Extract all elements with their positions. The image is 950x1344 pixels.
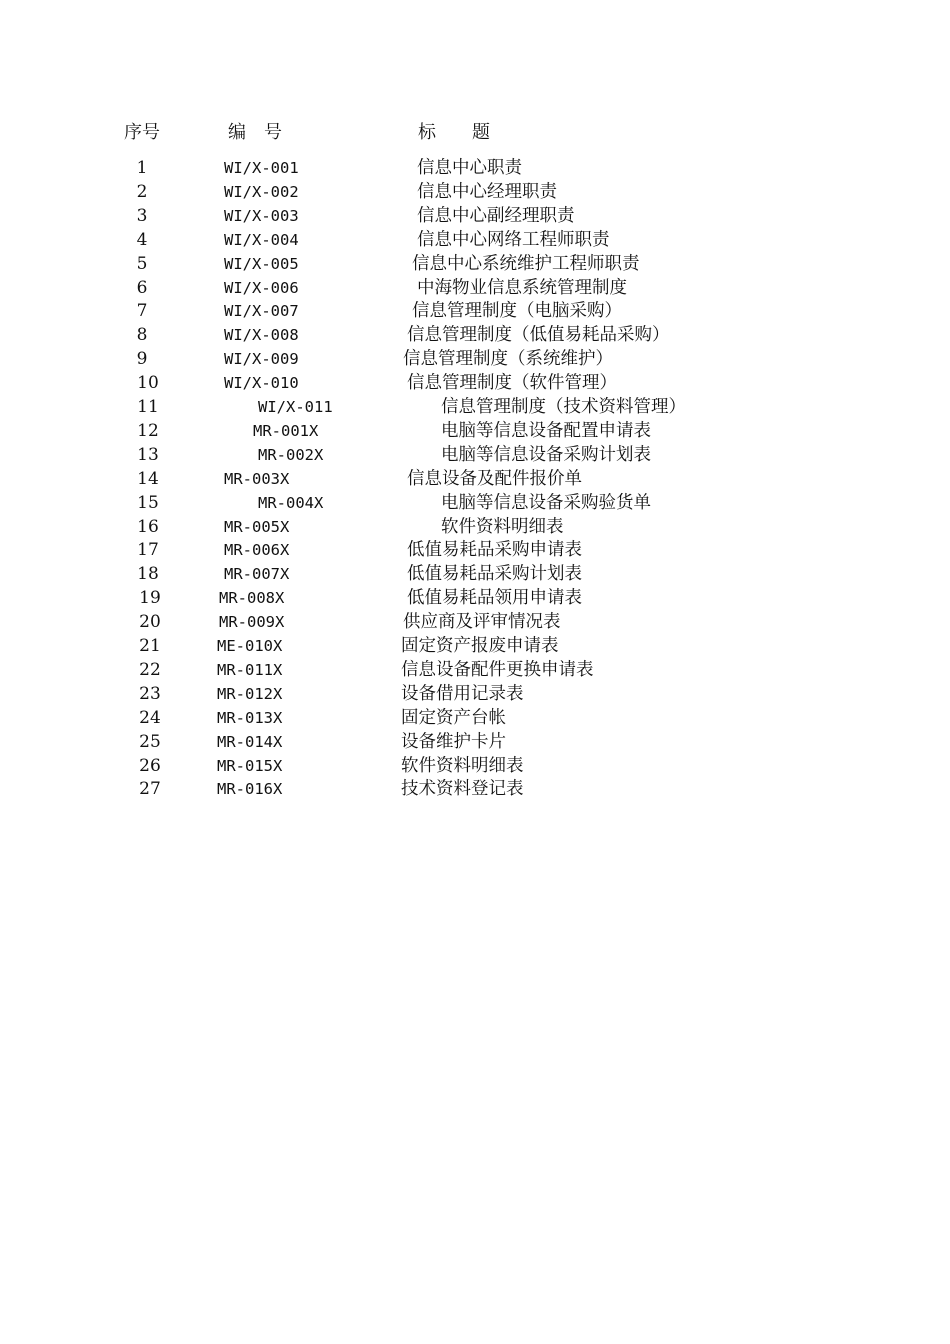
serial-number: 12 [137,420,159,441]
document-title: 信息管理制度（电脑采购） [412,301,622,322]
document-title: 信息管理制度（低值易耗品采购） [407,325,670,346]
document-code: ME-010X [217,637,283,655]
document-title: 设备借用记录表 [401,683,524,704]
list-item [0,157,950,181]
list-item [0,611,950,635]
list-item [0,659,950,683]
document-title: 信息管理制度（软件管理） [407,373,617,394]
document-code: MR-005X [224,517,290,536]
list-item [0,778,950,802]
header-serial-no: 序号 [124,122,160,143]
document-code: MR-011X [217,660,283,679]
document-code: WI/X-007 [224,302,299,321]
document-code: MR-013X [217,708,283,727]
document-code: WI/X-005 [224,254,299,273]
serial-number: 19 [139,588,161,609]
document-code: WI/X-003 [224,206,299,225]
serial-number: 2 [136,181,148,202]
list-item [0,420,950,444]
list-item [0,277,950,301]
document-title: 电脑等信息设备配置申请表 [441,420,651,441]
list-item [0,205,950,229]
document-code: WI/X-002 [224,182,299,201]
serial-number: 18 [137,564,159,585]
document-code: WI/X-001 [224,159,299,177]
header-title: 标 题 [418,122,490,143]
list-item [0,635,950,659]
document-code: MR-001X [253,421,319,440]
serial-number: 22 [139,659,161,680]
header-code: 编 号 [228,122,282,143]
document-title: 电脑等信息设备采购验货单 [441,492,651,513]
document-title: 信息中心职责 [417,158,522,178]
document-title: 电脑等信息设备采购计划表 [441,444,651,465]
serial-number: 26 [139,755,161,776]
serial-number: 20 [139,612,161,633]
list-item [0,229,950,253]
list-item [0,468,950,492]
list-item [0,324,950,348]
serial-number: 15 [137,492,159,513]
list-item [0,492,950,516]
document-code: MR-006X [224,541,290,560]
document-code: MR-009X [219,613,285,632]
document-title: 低值易耗品领用申请表 [407,588,582,609]
document-code: MR-007X [224,565,290,584]
serial-number: 16 [137,516,159,537]
document-title: 信息设备及配件报价单 [407,468,582,489]
serial-number: 13 [137,444,159,465]
document-title: 技术资料登记表 [401,779,524,800]
document-title: 固定资产台帐 [401,707,506,728]
serial-number: 9 [136,349,148,370]
document-title: 软件资料明细表 [401,755,524,776]
serial-number: 5 [136,253,148,274]
document-title: 信息设备配件更换申请表 [401,659,594,680]
list-item [0,253,950,277]
document-code: WI/X-011 [258,398,333,416]
serial-number: 17 [137,540,159,561]
list-item [0,755,950,779]
document-title: 供应商及评审情况表 [403,612,561,633]
list-item [0,587,950,611]
document-title: 信息管理制度（系统维护） [403,349,613,370]
serial-number: 24 [139,707,161,728]
document-title: 固定资产报废申请表 [401,636,559,656]
serial-number: 1 [136,158,148,178]
document-title: 信息中心副经理职责 [417,205,575,226]
list-item [0,731,950,755]
document-code: MR-015X [217,756,283,775]
serial-number: 11 [137,397,159,417]
document-code: WI/X-009 [224,350,299,369]
list-item [0,372,950,396]
document-title: 软件资料明细表 [441,516,564,537]
serial-number: 21 [139,636,161,656]
list-item [0,563,950,587]
serial-number: 23 [139,683,161,704]
list-item [0,348,950,372]
list-item [0,396,950,420]
document-code: WI/X-008 [224,326,299,345]
list-item [0,300,950,324]
serial-number: 14 [137,468,159,489]
document-title: 设备维护卡片 [401,731,506,752]
document-title: 信息中心经理职责 [417,181,557,202]
document-title: 信息中心网络工程师职责 [417,229,610,250]
serial-number: 8 [136,325,148,346]
document-code: MR-016X [217,780,283,799]
list-item [0,683,950,707]
document-code: MR-004X [258,493,324,512]
document-code: MR-008X [219,589,285,608]
list-item [0,707,950,731]
serial-number: 27 [139,779,161,800]
document-code: MR-002X [258,445,324,464]
document-code: MR-003X [224,469,290,488]
serial-number: 6 [136,277,148,298]
serial-number: 7 [136,301,148,322]
document-title: 信息管理制度（技术资料管理） [441,397,686,417]
document-code: WI/X-004 [224,230,299,249]
document-title: 低值易耗品采购申请表 [407,540,582,561]
serial-number: 10 [137,373,159,394]
document-code: WI/X-010 [224,374,299,393]
document-title: 信息中心系统维护工程师职责 [412,253,640,274]
document-title: 中海物业信息系统管理制度 [417,277,627,298]
document-code: MR-014X [217,732,283,751]
serial-number: 4 [136,229,148,250]
serial-number: 25 [139,731,161,752]
list-item [0,516,950,540]
document-code: WI/X-006 [224,278,299,297]
document-title: 低值易耗品采购计划表 [407,564,582,585]
list-item [0,181,950,205]
serial-number: 3 [136,205,148,226]
list-item [0,539,950,563]
list-item [0,444,950,468]
document-code: MR-012X [217,684,283,703]
